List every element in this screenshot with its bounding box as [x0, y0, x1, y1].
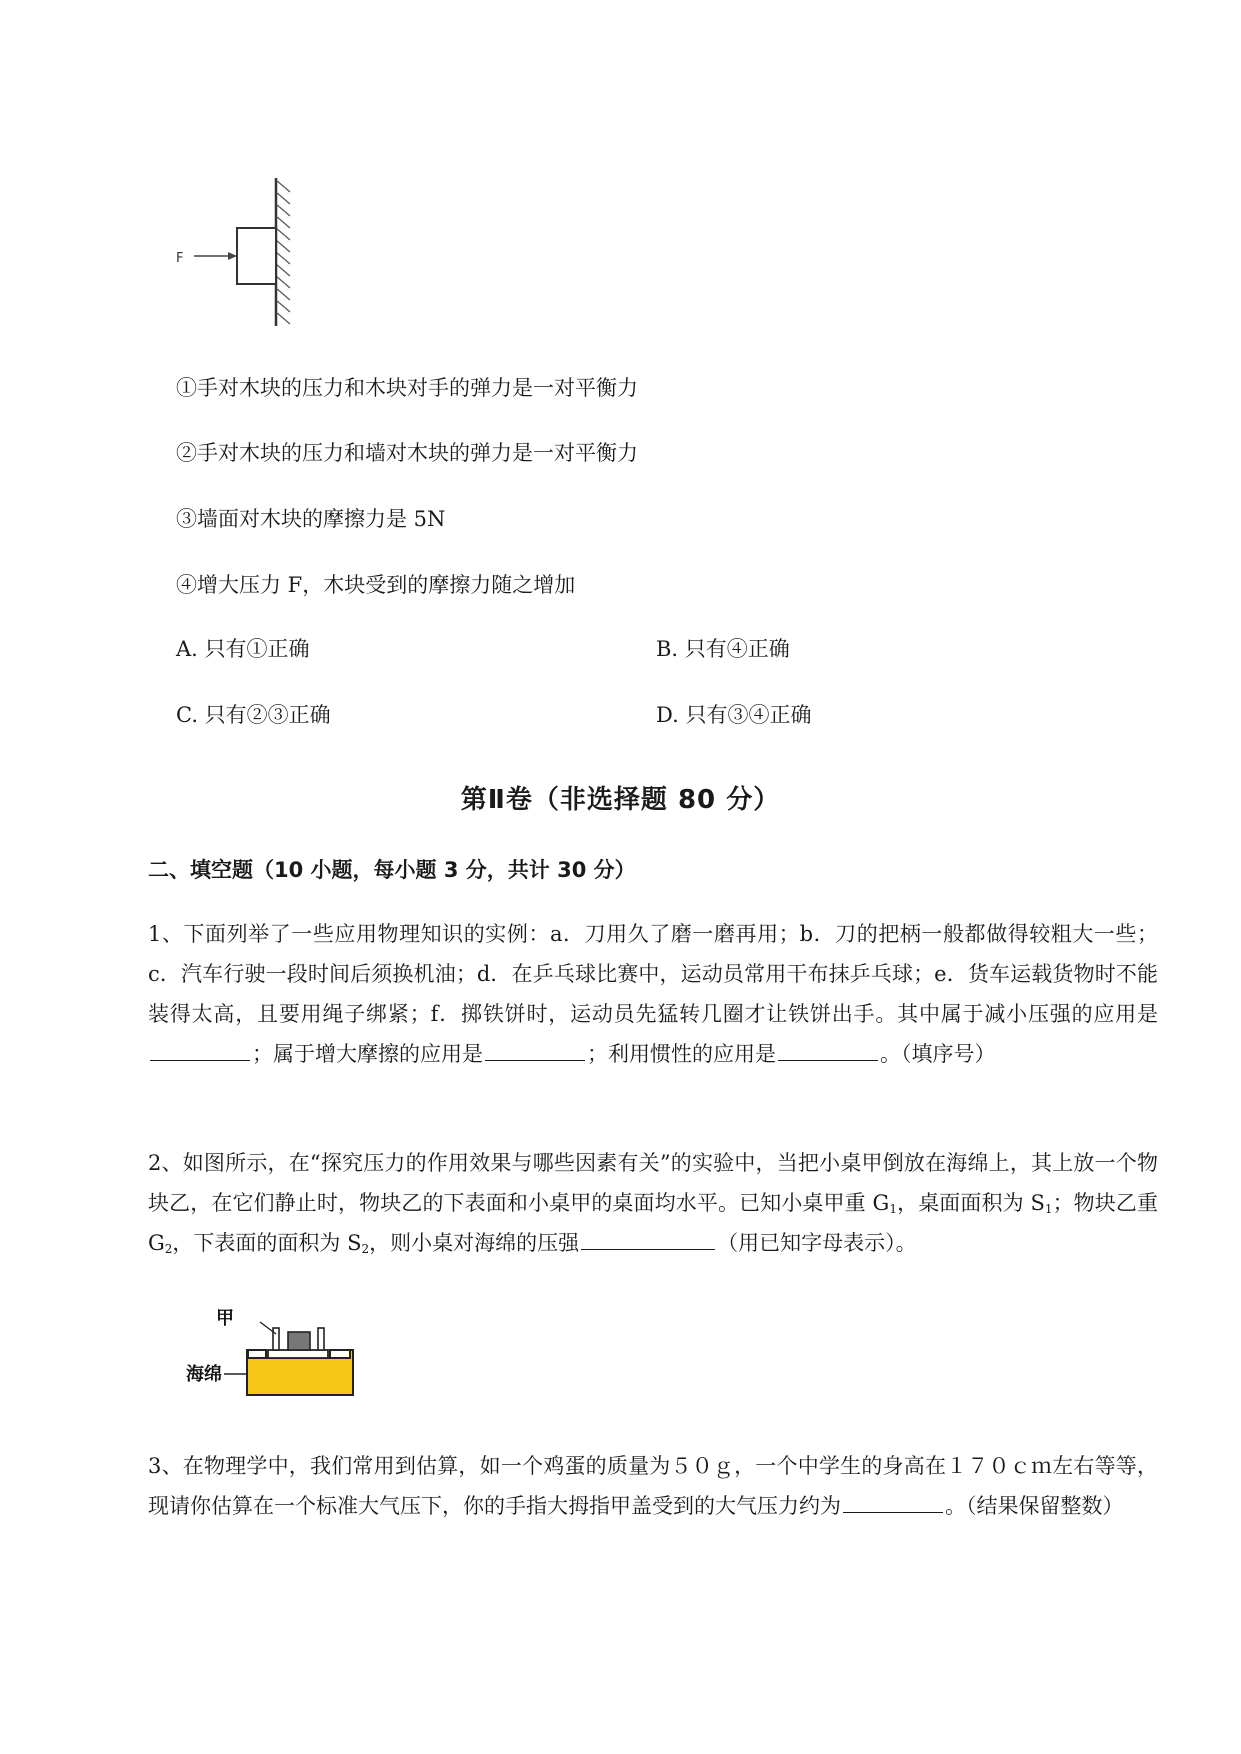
- label-sponge: 海绵: [186, 1364, 222, 1385]
- q1-blank-1[interactable]: [150, 1038, 250, 1061]
- option-d: D. 只有③④正确: [656, 703, 812, 727]
- q2-sub-s1: 1: [1044, 1202, 1053, 1216]
- option-b: B. 只有④正确: [656, 637, 790, 661]
- label-jia: 甲: [216, 1308, 234, 1329]
- q2-sub-g2: 2: [164, 1242, 173, 1256]
- statement-1: ①手对木块的压力和木块对手的弹力是一对平衡力: [176, 376, 638, 400]
- force-label: F: [176, 251, 184, 266]
- statement-4: ④增大压力 F，木块受到的摩擦力随之增加: [176, 573, 576, 597]
- q3-blank[interactable]: [843, 1490, 943, 1513]
- statement-3: ③墙面对木块的摩擦力是 5N: [176, 507, 446, 531]
- question-1: [148, 914, 1158, 1074]
- q1-blank-2[interactable]: [485, 1038, 585, 1061]
- option-a: A. 只有①正确: [176, 637, 310, 661]
- q1-blank-3[interactable]: [778, 1038, 878, 1061]
- question-3: [148, 1446, 1158, 1526]
- table-leg-left: [273, 1328, 279, 1350]
- question-2: [148, 1143, 1158, 1263]
- statement-2: ②手对木块的压力和墙对木块的弹力是一对平衡力: [176, 441, 638, 465]
- q1-text-b: ；属于增大摩擦的应用是: [252, 1042, 483, 1066]
- figure-block-on-wall: [170, 172, 310, 332]
- q1-text-c: ；利用惯性的应用是: [587, 1042, 776, 1066]
- q1-text-a: 1、下面列举了一些应用物理知识的实例：a．刀用久了磨一磨再用；b．刀的把柄一般都做得较粗大一些；c．汽车行驶一段时间后须换机油；d．在乒乓球比赛中，运动员常用干布抹乒乓球；e．货车运载货物时不能装得太高，且要用绳子绑紧；f．掷铁饼时，运动员先猛转几圈才让铁饼出手。其中属于减小压强的应用是: [148, 922, 1158, 1026]
- q2-text-e: ，则小桌对海绵的压强: [369, 1231, 580, 1255]
- q3-text-b: 。（结果保留整数）: [945, 1494, 1124, 1518]
- q2-sub-g1: 1: [889, 1202, 897, 1216]
- q2-text-c: ；物块乙重 G: [148, 1191, 1159, 1255]
- q2-text-f: （用已知字母表示）。: [717, 1231, 917, 1255]
- section-heading: 二、填空题（10 小题，每小题 3 分，共计 30 分）: [148, 858, 636, 882]
- table-leg-right: [318, 1328, 324, 1350]
- q2-sub-s2: 2: [361, 1242, 370, 1256]
- q3-text-a: 3、在物理学中，我们常用到估算，如一个鸡蛋的质量为５０ｇ，一个中学生的身高在１７０ｃｍ左右等等，现请你估算在一个标准大气压下，你的手指大拇指甲盖受到的大气压力约为: [148, 1454, 1158, 1518]
- q2-text-b: ，桌面面积为 S: [896, 1191, 1045, 1215]
- q2-blank[interactable]: [581, 1227, 715, 1250]
- part-title: 第Ⅱ卷（非选择题 80 分）: [460, 785, 781, 815]
- figure-table-on-sponge: [180, 1300, 360, 1400]
- q1-text-d: 。（填序号）: [880, 1042, 996, 1066]
- block-yi: [288, 1332, 310, 1350]
- q2-text-a: 2、如图所示，在“探究压力的作用效果与哪些因素有关”的实验中，当把小桌甲倒放在海绵上，其上放一个物块乙，在它们静止时，物块乙的下表面和小桌甲的桌面均水平。已知小桌甲重 G: [148, 1151, 1158, 1215]
- table-top: [268, 1350, 328, 1358]
- wood-block: [237, 228, 276, 284]
- option-c: C. 只有②③正确: [176, 703, 331, 727]
- q2-text-d: ，下表面的面积为 S: [172, 1231, 362, 1255]
